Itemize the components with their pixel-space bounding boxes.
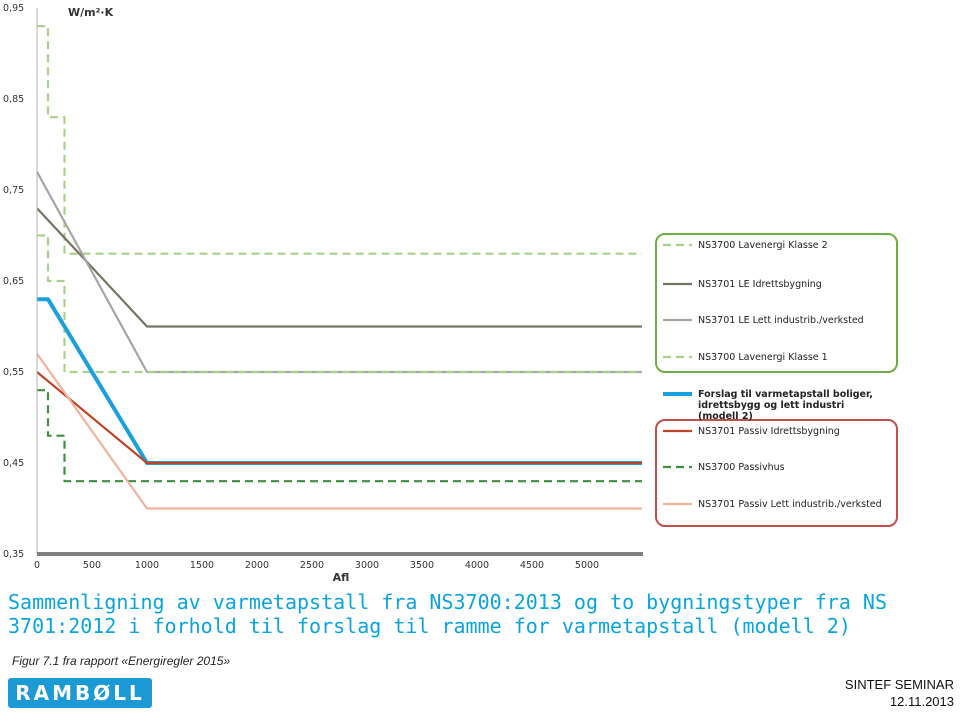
x-tick-label: 5000 <box>574 560 600 571</box>
legend-label-7: NS3700 Passivhus <box>698 462 785 473</box>
y-tick-labels <box>3 3 24 560</box>
series-line-4 <box>37 236 642 373</box>
legend-label-1: NS3700 Lavenergi Klasse 2 <box>698 240 828 251</box>
footer-date: 12.11.2013 <box>889 694 954 709</box>
legend-label-6: NS3701 Passiv Idrettsbygning <box>698 426 840 437</box>
x-tick-label: 0 <box>33 560 41 571</box>
legend-label-2: NS3701 LE Idrettsbygning <box>698 279 822 290</box>
x-tick-label: 3000 <box>354 560 380 571</box>
x-tick-label: 3500 <box>409 560 435 571</box>
series-line-3 <box>37 172 642 372</box>
legend-label-3: NS3701 LE Lett industrib./verksted <box>698 315 864 326</box>
y-tick-label: 0,75 <box>3 185 25 196</box>
footer <box>845 676 954 710</box>
series-line-1 <box>37 26 642 254</box>
x-tick-label: 2500 <box>299 560 325 571</box>
legend-label-5: (modell 2) <box>698 411 753 422</box>
y-tick-label: 0,95 <box>3 3 25 14</box>
slide-title: Sammenligning av varmetapstall fra NS3700:2013 og to bygningstyper fra NS 3701:2012 i forhold til forslag til ramme for varmetapstall (modell 2) <box>8 590 887 638</box>
ramboll-logo: RAMBØLL <box>8 678 152 708</box>
y-tick-label: 0,45 <box>3 458 25 469</box>
x-tick-labels <box>34 560 599 571</box>
x-tick-label: 2000 <box>244 560 270 571</box>
y-tick-label: 0,35 <box>3 549 25 560</box>
y-axis-unit: W/m²·K <box>68 6 114 19</box>
x-tick-label: 1500 <box>189 560 215 571</box>
y-tick-label: 0,55 <box>3 367 25 378</box>
series-line-5 <box>37 299 642 463</box>
x-tick-label: 1000 <box>134 560 160 571</box>
legend-label-5: idrettsbygg og lett industri <box>698 400 845 411</box>
x-tick-label: 4000 <box>464 560 490 571</box>
x-tick-label: 500 <box>82 560 102 571</box>
series-line-7 <box>37 390 642 481</box>
legend-label-5: Forslag til varmetapstall boliger, <box>698 389 873 400</box>
y-tick-label: 0,65 <box>3 276 25 287</box>
x-axis-label: Afl <box>332 571 350 584</box>
footer-seminar: SINTEF SEMINAR <box>844 677 954 692</box>
series-line-2 <box>37 208 642 326</box>
y-tick-label: 0,85 <box>3 94 25 105</box>
figure-caption: Figur 7.1 fra rapport «Energiregler 2015» <box>12 654 231 668</box>
x-tick-label: 4500 <box>519 560 545 571</box>
legend-label-8: NS3701 Passiv Lett industrib./verksted <box>698 499 882 510</box>
legend-label-4: NS3700 Lavenergi Klasse 1 <box>698 352 828 363</box>
legend <box>663 240 882 510</box>
series-line-6 <box>37 372 642 463</box>
plot-area <box>37 26 642 508</box>
